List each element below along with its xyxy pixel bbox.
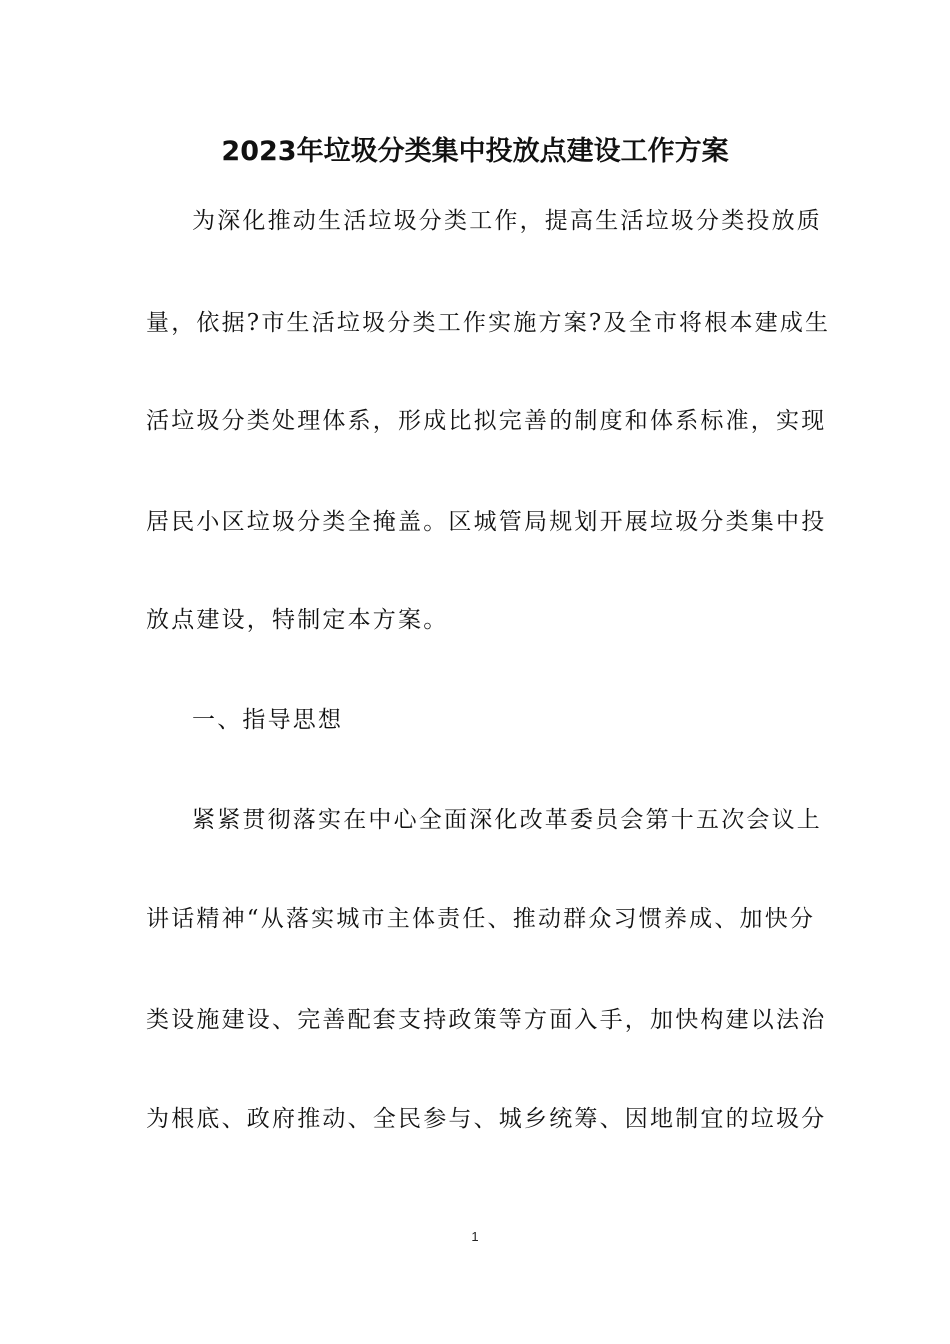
paragraph-1-line-3: 活垃圾分类处理体系，形成比拟完善的制度和体系标准，实现 [146,408,827,434]
page-number: 1 [471,1229,479,1244]
paragraph-1-line-2: 量，依据?市生活垃圾分类工作实施方案?及全市将根本建成生 [146,310,831,336]
paragraph-2-line-2: 讲话精神“从落实城市主体责任、推动群众习惯养成、加快分 [146,906,816,932]
paragraph-1-line-1: 为深化推动生活垃圾分类工作，提高生活垃圾分类投放质 [192,208,822,234]
paragraph-1-line-4: 居民小区垃圾分类全掩盖。区城管局规划开展垃圾分类集中投 [146,509,827,535]
document-title: 2023年垃圾分类集中投放点建设工作方案 [221,136,729,167]
paragraph-1-line-5: 放点建设，特制定本方案。 [146,607,449,633]
paragraph-2-line-3: 类设施建设、完善配套支持政策等方面入手，加快构建以法治 [146,1007,827,1033]
paragraph-2-line-4: 为根底、政府推动、全民参与、城乡统筹、因地制宜的垃圾分 [146,1106,827,1132]
section-heading-guiding-thought: 一、指导思想 [192,707,344,733]
paragraph-2-line-1: 紧紧贯彻落实在中心全面深化改革委员会第十五次会议上 [192,807,822,833]
